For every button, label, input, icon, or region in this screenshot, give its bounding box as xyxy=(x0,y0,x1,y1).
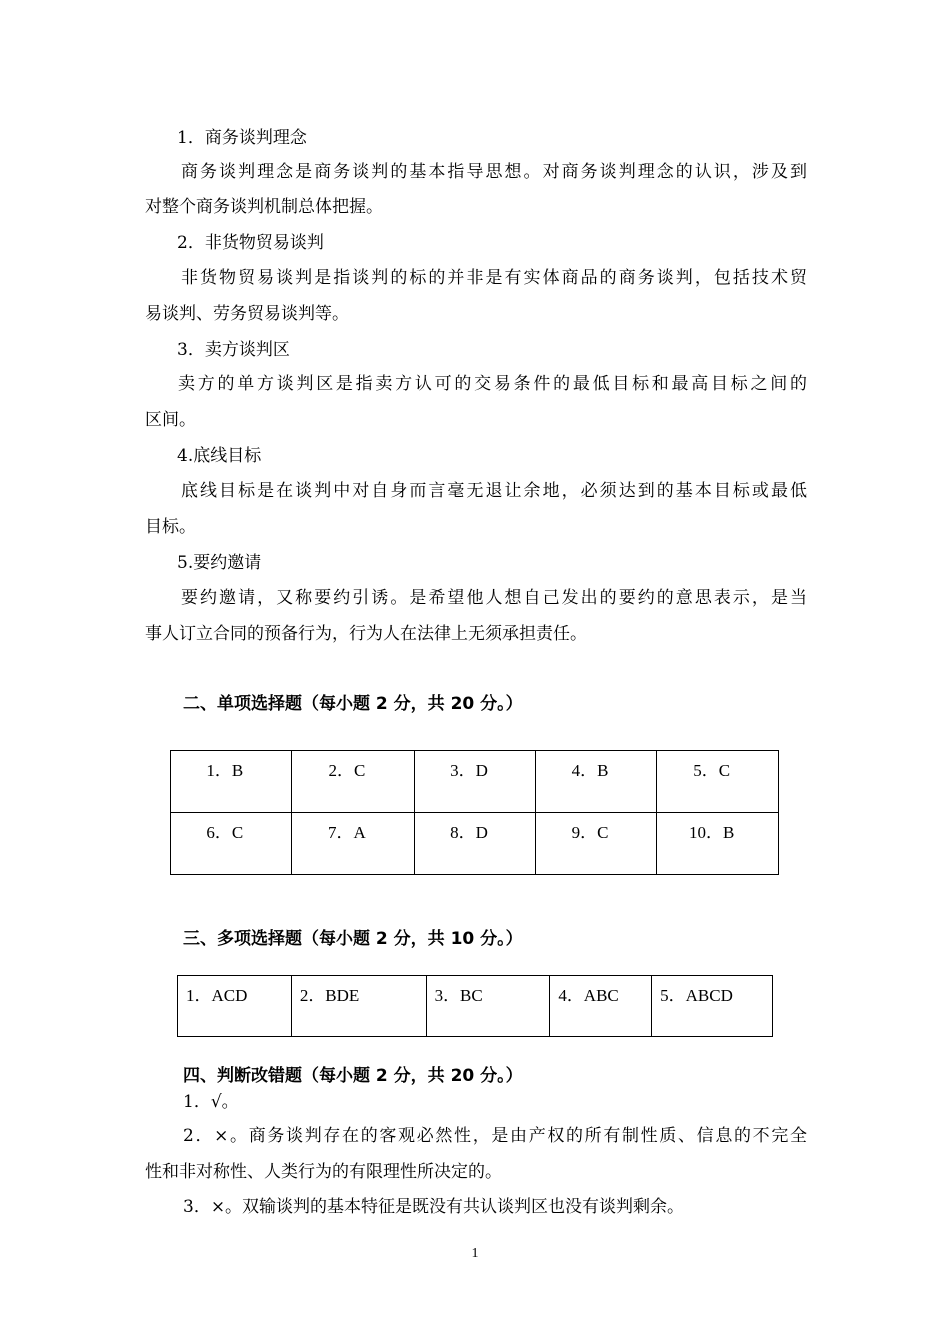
term-body-4-line2: 目标。 xyxy=(145,517,196,537)
true-false-item-2-line1: 2．×。商务谈判存在的客观必然性，是由产权的所有制性质、信息的不完全 xyxy=(183,1126,807,1146)
table-cell: 1．B xyxy=(171,751,292,813)
term-body-2-line1: 非货物贸易谈判是指谈判的标的并非是有实体商品的商务谈判，包括技术贸 xyxy=(181,268,807,288)
term-body-4-line1: 底线目标是在谈判中对自身而言毫无退让余地，必须达到的基本目标或最低 xyxy=(181,481,807,501)
term-title-1: 1．商务谈判理念 xyxy=(177,128,307,148)
table-cell: 6．C xyxy=(171,813,292,875)
table-cell: 7．A xyxy=(291,813,415,875)
table-cell: 10．B xyxy=(657,813,779,875)
table-row xyxy=(171,751,779,813)
page-number: 1 xyxy=(471,1246,479,1261)
table-row xyxy=(171,813,779,875)
term-body-2-line2: 易谈判、劳务贸易谈判等。 xyxy=(145,304,349,324)
table-cell: 2．C xyxy=(291,751,415,813)
multi-choice-heading: 三、多项选择题（每小题 2 分，共 10 分。） xyxy=(183,929,523,949)
table-cell: 5．ABCD xyxy=(652,976,773,1037)
true-false-item-1: 1．√。 xyxy=(183,1092,239,1112)
term-body-1-line1: 商务谈判理念是商务谈判的基本指导思想。对商务谈判理念的认识，涉及到 xyxy=(181,162,807,182)
multi-choice-answer-table xyxy=(177,975,773,1037)
term-body-3-line1: 卖方的单方谈判区是指卖方认可的交易条件的最低目标和最高目标之间的 xyxy=(178,374,807,394)
term-title-3: 3．卖方谈判区 xyxy=(177,340,290,360)
term-body-1-line2: 对整个商务谈判机制总体把握。 xyxy=(145,197,383,217)
true-false-item-3: 3．×。双输谈判的基本特征是既没有共认谈判区也没有谈判剩余。 xyxy=(183,1197,685,1217)
table-cell: 1．ACD xyxy=(178,976,292,1037)
term-title-2: 2．非货物贸易谈判 xyxy=(177,233,324,253)
term-body-3-line2: 区间。 xyxy=(145,410,196,430)
table-cell: 4．ABC xyxy=(550,976,652,1037)
table-cell: 8．D xyxy=(415,813,536,875)
table-cell: 5．C xyxy=(657,751,779,813)
true-false-heading: 四、判断改错题（每小题 2 分，共 20 分。） xyxy=(183,1066,523,1086)
table-cell: 3．BC xyxy=(426,976,550,1037)
table-cell: 3．D xyxy=(415,751,536,813)
term-body-5-line2: 事人订立合同的预备行为，行为人在法律上无须承担责任。 xyxy=(145,624,587,644)
table-row xyxy=(178,976,773,1037)
table-cell: 2．BDE xyxy=(291,976,426,1037)
table-cell: 9．C xyxy=(535,813,657,875)
term-title-5: 5.要约邀请 xyxy=(177,553,262,573)
term-title-4: 4.底线目标 xyxy=(177,446,262,466)
table-cell: 4．B xyxy=(535,751,657,813)
true-false-item-2-line2: 性和非对称性、人类行为的有限理性所决定的。 xyxy=(145,1162,502,1182)
single-choice-answer-table xyxy=(170,750,779,875)
term-body-5-line1: 要约邀请，又称要约引诱。是希望他人想自己发出的要约的意思表示，是当 xyxy=(181,588,807,608)
single-choice-heading: 二、单项选择题（每小题 2 分，共 20 分。） xyxy=(183,694,523,714)
